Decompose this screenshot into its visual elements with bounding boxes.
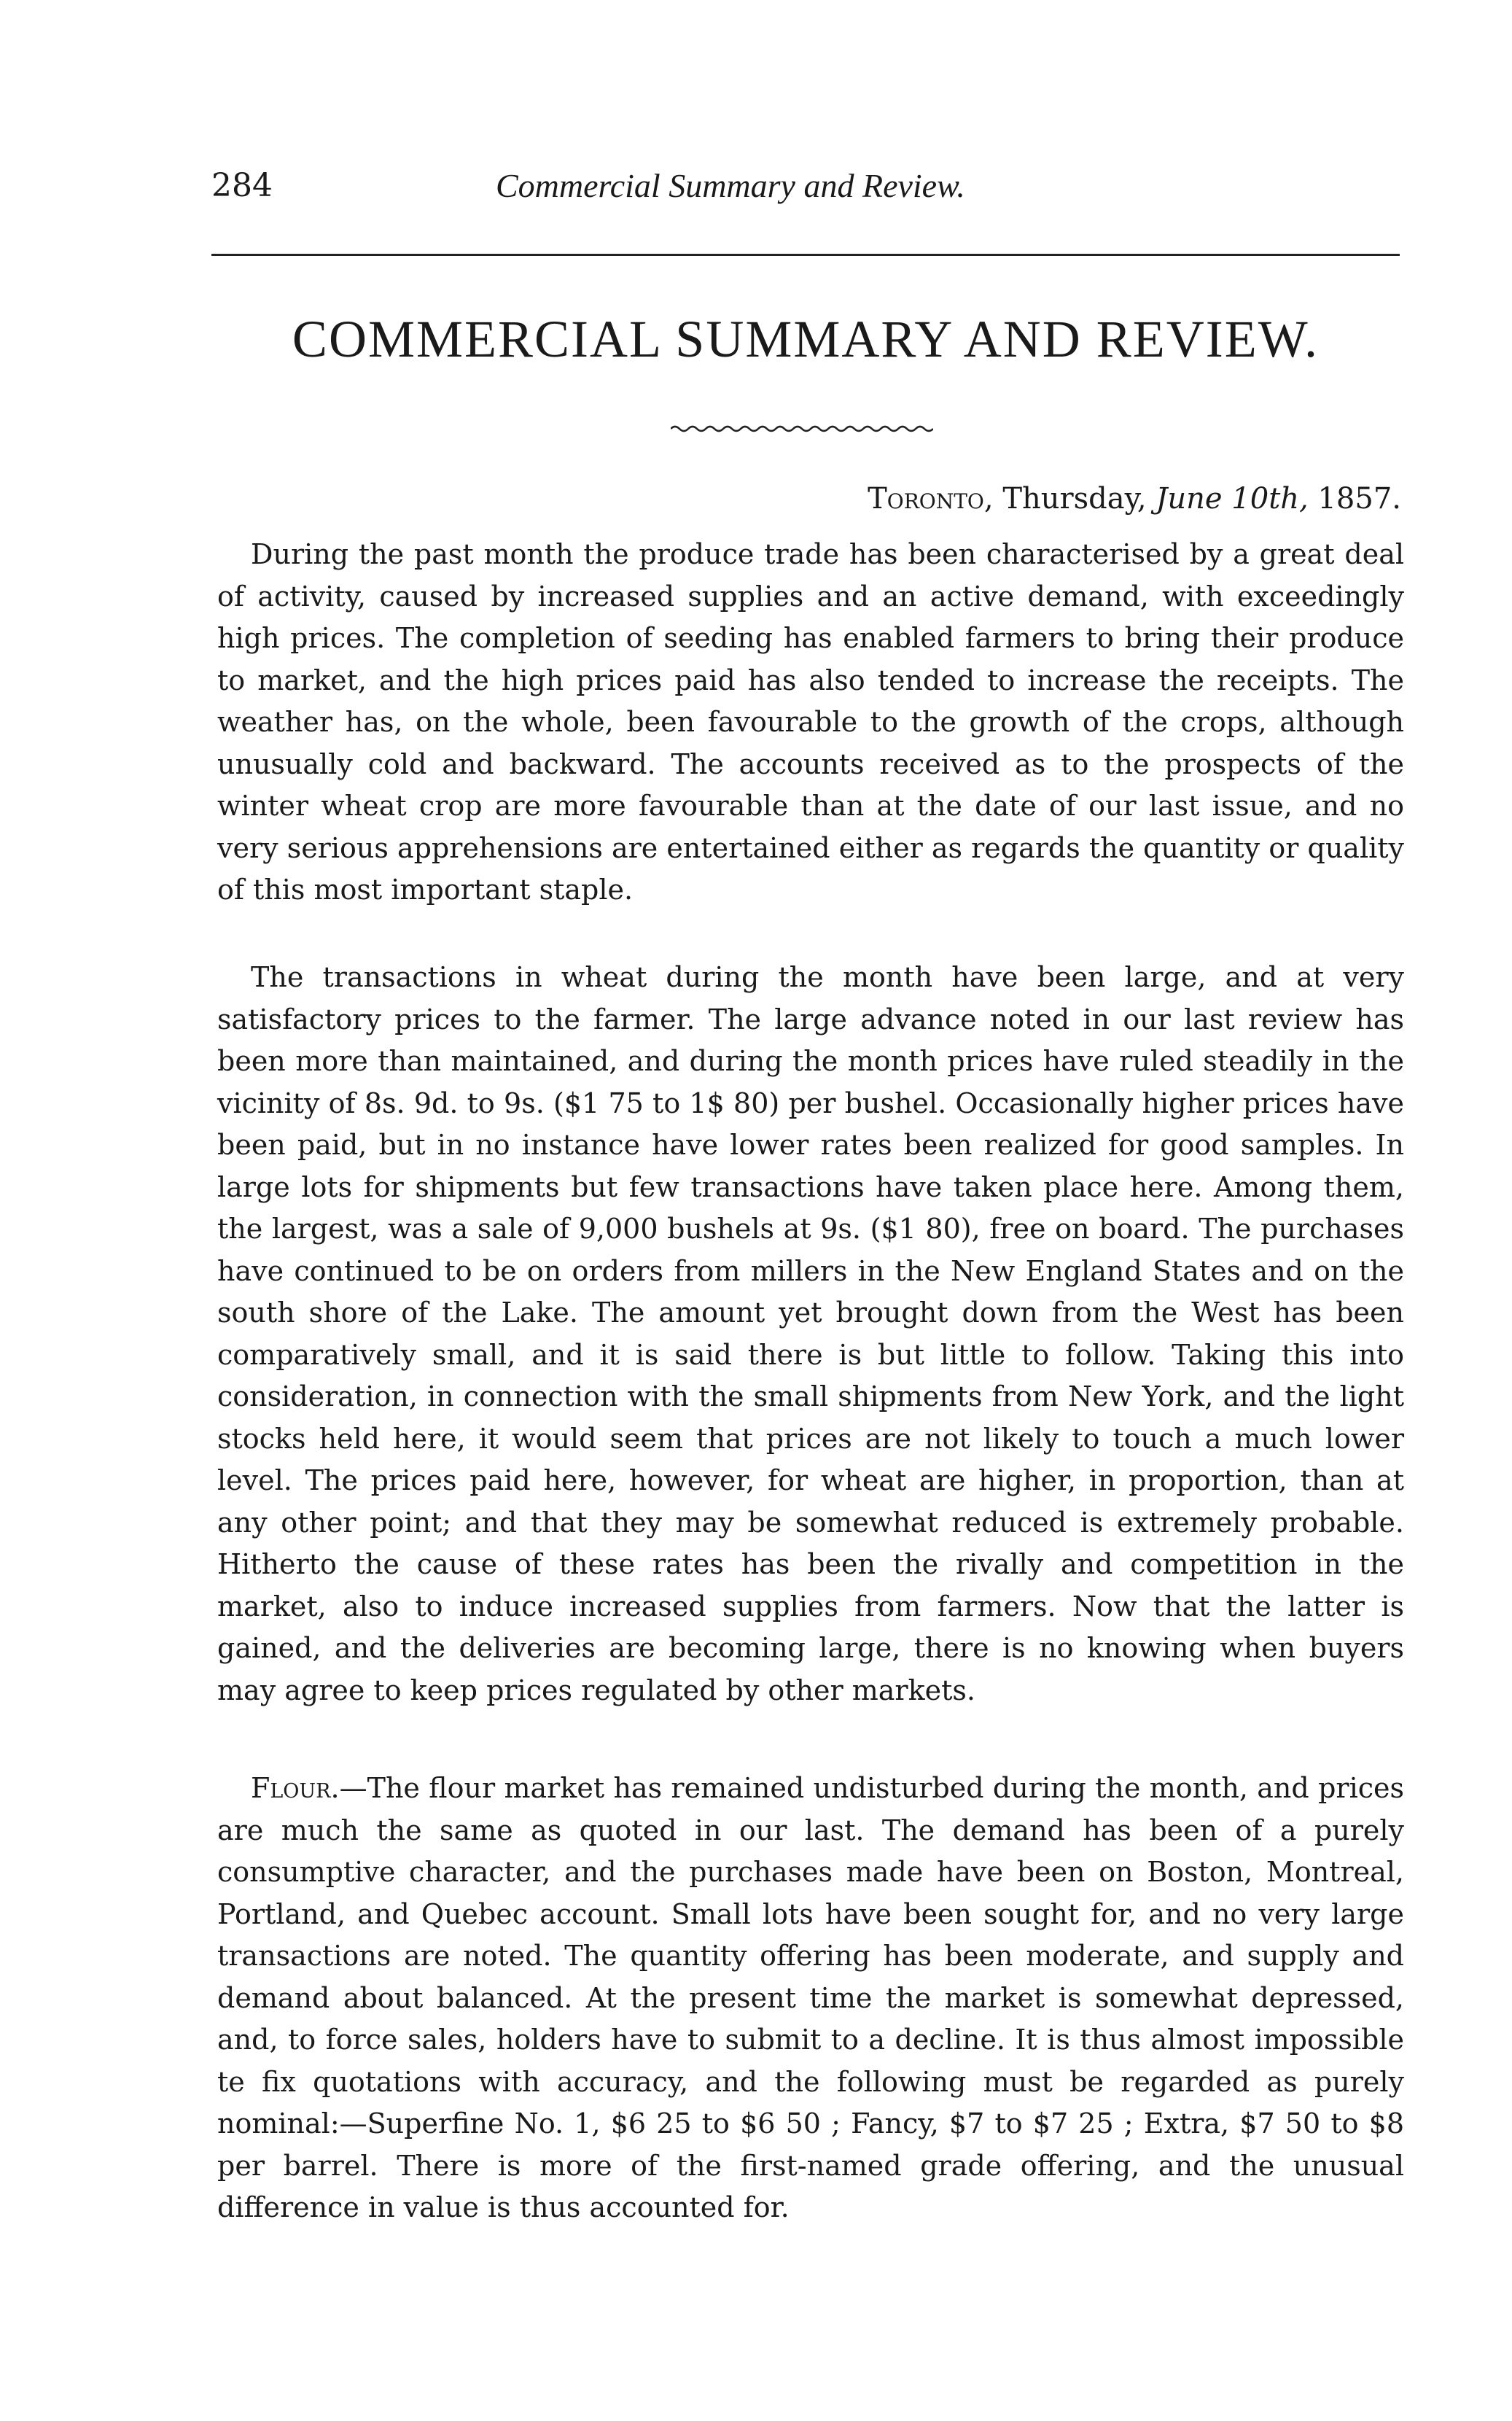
paragraph-produce-trade: During the past month the produce trade has been characterised by a great deal of activity, caused by increased supplies and an active demand, with exceedingly high prices. The completion of seeding has enabled farmers to bring their produce to market, and the high prices paid has also tended to increase the receipts. The weather has, on the whole, been favourable to the growth of the crops, although unusually cold and backward. The accounts received as to the prospects of the winter wheat crop are more favourable than at the date of our last issue, and no very serious apprehensions are entertained either as regards the quantity or quality of this most important staple. bbox=[217, 538, 1404, 906]
page-header bbox=[211, 160, 1400, 211]
dateline bbox=[211, 475, 1401, 522]
paragraph-flour bbox=[217, 1768, 1404, 2229]
dateline-year: 1857. bbox=[1317, 482, 1401, 516]
flour-lead-in: Flour. bbox=[251, 1772, 340, 1804]
dateline-place: Toronto, bbox=[868, 482, 994, 516]
page-number: 284 bbox=[211, 167, 273, 204]
dateline-weekday: Thursday, bbox=[1002, 482, 1147, 516]
article-title: COMMERCIAL SUMMARY AND REVIEW. bbox=[292, 310, 1320, 368]
decorative-wave-rule bbox=[671, 421, 933, 436]
header-rule bbox=[211, 254, 1400, 256]
dateline-date: June 10th, bbox=[1156, 482, 1309, 516]
paragraph-wheat: The transactions in wheat during the month have been large, and at very satisfactory prices to the farmer. The large advance noted in our last review has been more than maintained, and during the month prices have ruled steadily in the vicinity of 8s. 9d. to 9s. ($1 75 to 1$ 80) per bushel. Occasionally higher prices have been paid, but in no instance have lower rates been realized for good samples. In large lots for shipments but few transactions have taken place here. Among them, the largest, was a sale of 9,000 bushels at 9s. ($1 80), free on board. The purchases have continued to be on orders from millers in the New England States and on the south shore of the Lake. The amount yet brought down from the West has been comparatively small, and it is said there is but little to follow. Taking this into consideration, in connection with the small shipments from New York, and the light stocks held here, it would seem that prices are not likely to touch a much lower level. The prices paid here, however, for wheat are higher, in proportion, than at any other point; and that they may be somewhat reduced is extremely probable. Hitherto the cause of these rates has been the rivally and competition in the market, also to induce increased supplies from farmers. Now that the latter is gained, and the deliveries are becoming large, there is no knowing when buyers may agree to keep prices regulated by other markets. bbox=[217, 961, 1404, 1706]
flour-text: —The flour market has remained undisturbed during the month, and prices are much the same as quoted in our last. The demand has been of a purely consumptive character, and the purchases made have been on Boston, Montreal, Portland, and Quebec account. Small lots have been sought for, and no very large transactions are noted. The quantity offering has been moderate, and supply and demand about balanced. At the present time the market is somewhat depressed, and, to force sales, holders have to submit to a decline. It is thus almost impossible te fix quotations with accuracy, and the following must be regarded as purely nominal:—Superfine No. 1, $6 25 to $6 50 ; Fancy, $7 to $7 25 ; Extra, $7 50 to $8 per barrel. There is more of the first-named grade offering, and the unusual difference in value is thus accounted for. bbox=[217, 1772, 1404, 2223]
running-title: Commercial Summary and Review. bbox=[496, 167, 965, 204]
